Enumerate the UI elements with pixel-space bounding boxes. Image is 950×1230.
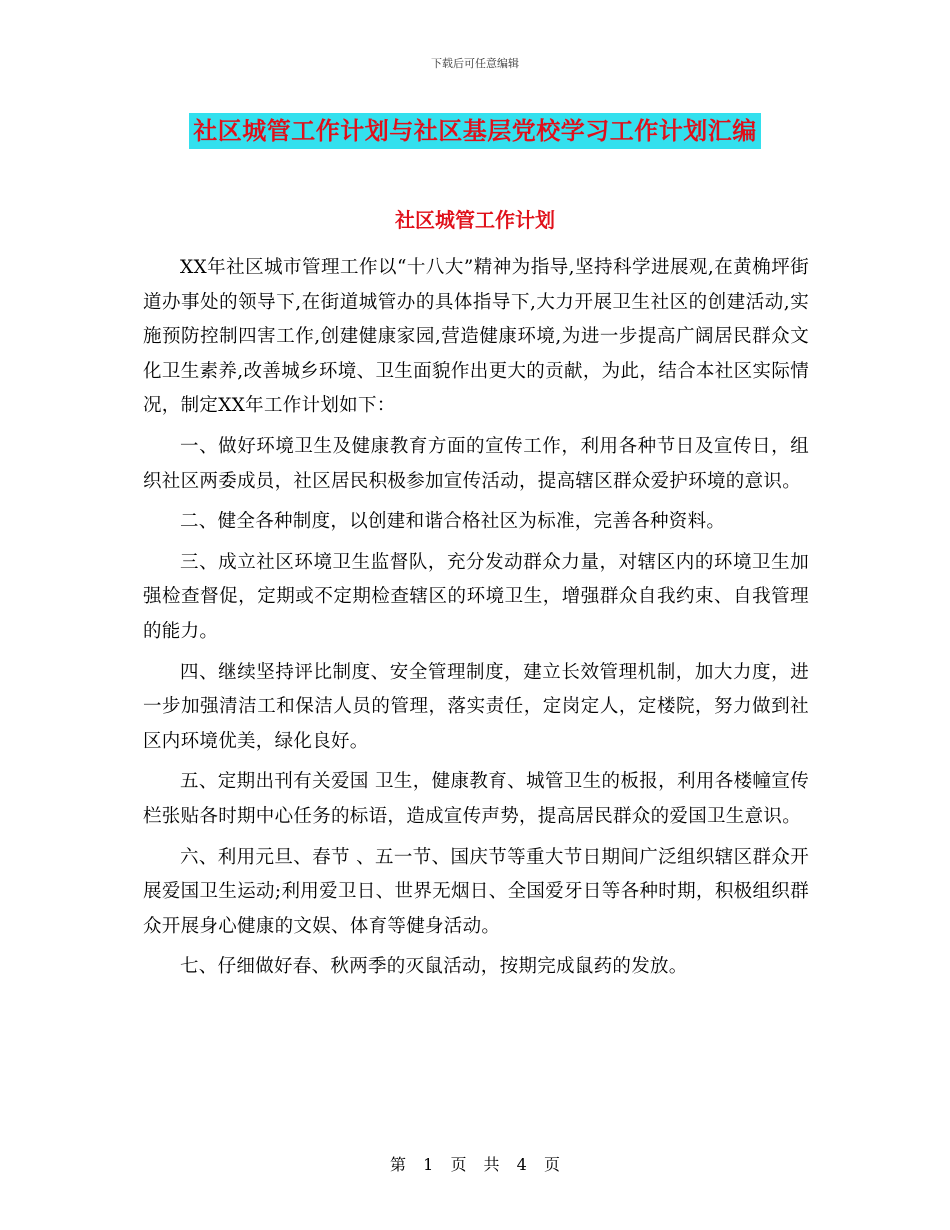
paragraph-item-3: 三、成立社区环境卫生监督队，充分发动群众力量，对辖区内的环境卫生加强检查督促，定期或不定期检查辖区的环境卫生，增强群众自我约束、自我管理的能力。: [143, 551, 809, 642]
page-footer: [0, 1152, 950, 1175]
header-note: 下载后可任意编辑: [431, 57, 519, 70]
footer-total-unit: 页: [543, 1155, 560, 1174]
paragraph-item-1: 一、做好环境卫生及健康教育方面的宣传工作，利用各种节日及宣传日，组织社区两委成员，社区居民积极参加宣传活动，提高辖区群众爱护环境的意识。: [143, 435, 809, 492]
footer-page-unit: 页: [450, 1155, 467, 1174]
main-title: 社区城管工作计划与社区基层党校学习工作计划汇编: [189, 113, 761, 149]
paragraph-intro: XX年社区城市管理工作以“十八大”精神为指导,坚持科学进展观,在黄桷坪街道办事处的领导下,在街道城管办的具体指导下,大力开展卫生社区的创建活动,实施预防控制四害工作,创建健康家园,营造健康环境,为进一步提高广阔居民群众文化卫生素养,改善城乡环境、卫生面貌作出更大的贡献，为此，结合本社区实际情况，制定XX年工作计划如下：: [143, 257, 809, 417]
footer-total-pages: 4: [516, 1155, 527, 1174]
document-body: [143, 251, 809, 991]
main-title-container: [0, 113, 950, 149]
footer-total-label: 共: [483, 1155, 500, 1174]
paragraph-item-2: 二、健全各种制度，以创建和谐合格社区为标准，完善各种资料。: [180, 511, 726, 533]
paragraph-item-5: 五、定期出刊有关爱国 卫生，健康教育、城管卫生的板报，利用各楼幢宣传栏张贴各时期中心任务的标语，造成宣传声势，提高居民群众的爱国卫生意识。: [143, 771, 809, 827]
paragraph-item-4: 四、继续坚持评比制度、安全管理制度，建立长效管理机制，加大力度，进一步加强清洁工和保洁人员的管理，落实责任，定岗定人，定楼院，努力做到社区内环境优美，绿化良好。: [143, 661, 809, 752]
section-title: 社区城管工作计划: [395, 208, 555, 232]
paragraph-item-7: 七、仔细做好春、秋两季的灭鼠活动，按期完成鼠药的发放。: [180, 956, 688, 978]
footer-page-label: 第: [390, 1155, 407, 1174]
footer-page-number: 1: [423, 1155, 434, 1174]
paragraph-item-6: 六、利用元旦、春节 、五一节、国庆节等重大节日期间广泛组织辖区群众开展爱国卫生运动;利用爱卫日、世界无烟日、全国爱牙日等各种时期，积极组织群众开展身心健康的文娱、体育等健身活动。: [143, 846, 809, 937]
